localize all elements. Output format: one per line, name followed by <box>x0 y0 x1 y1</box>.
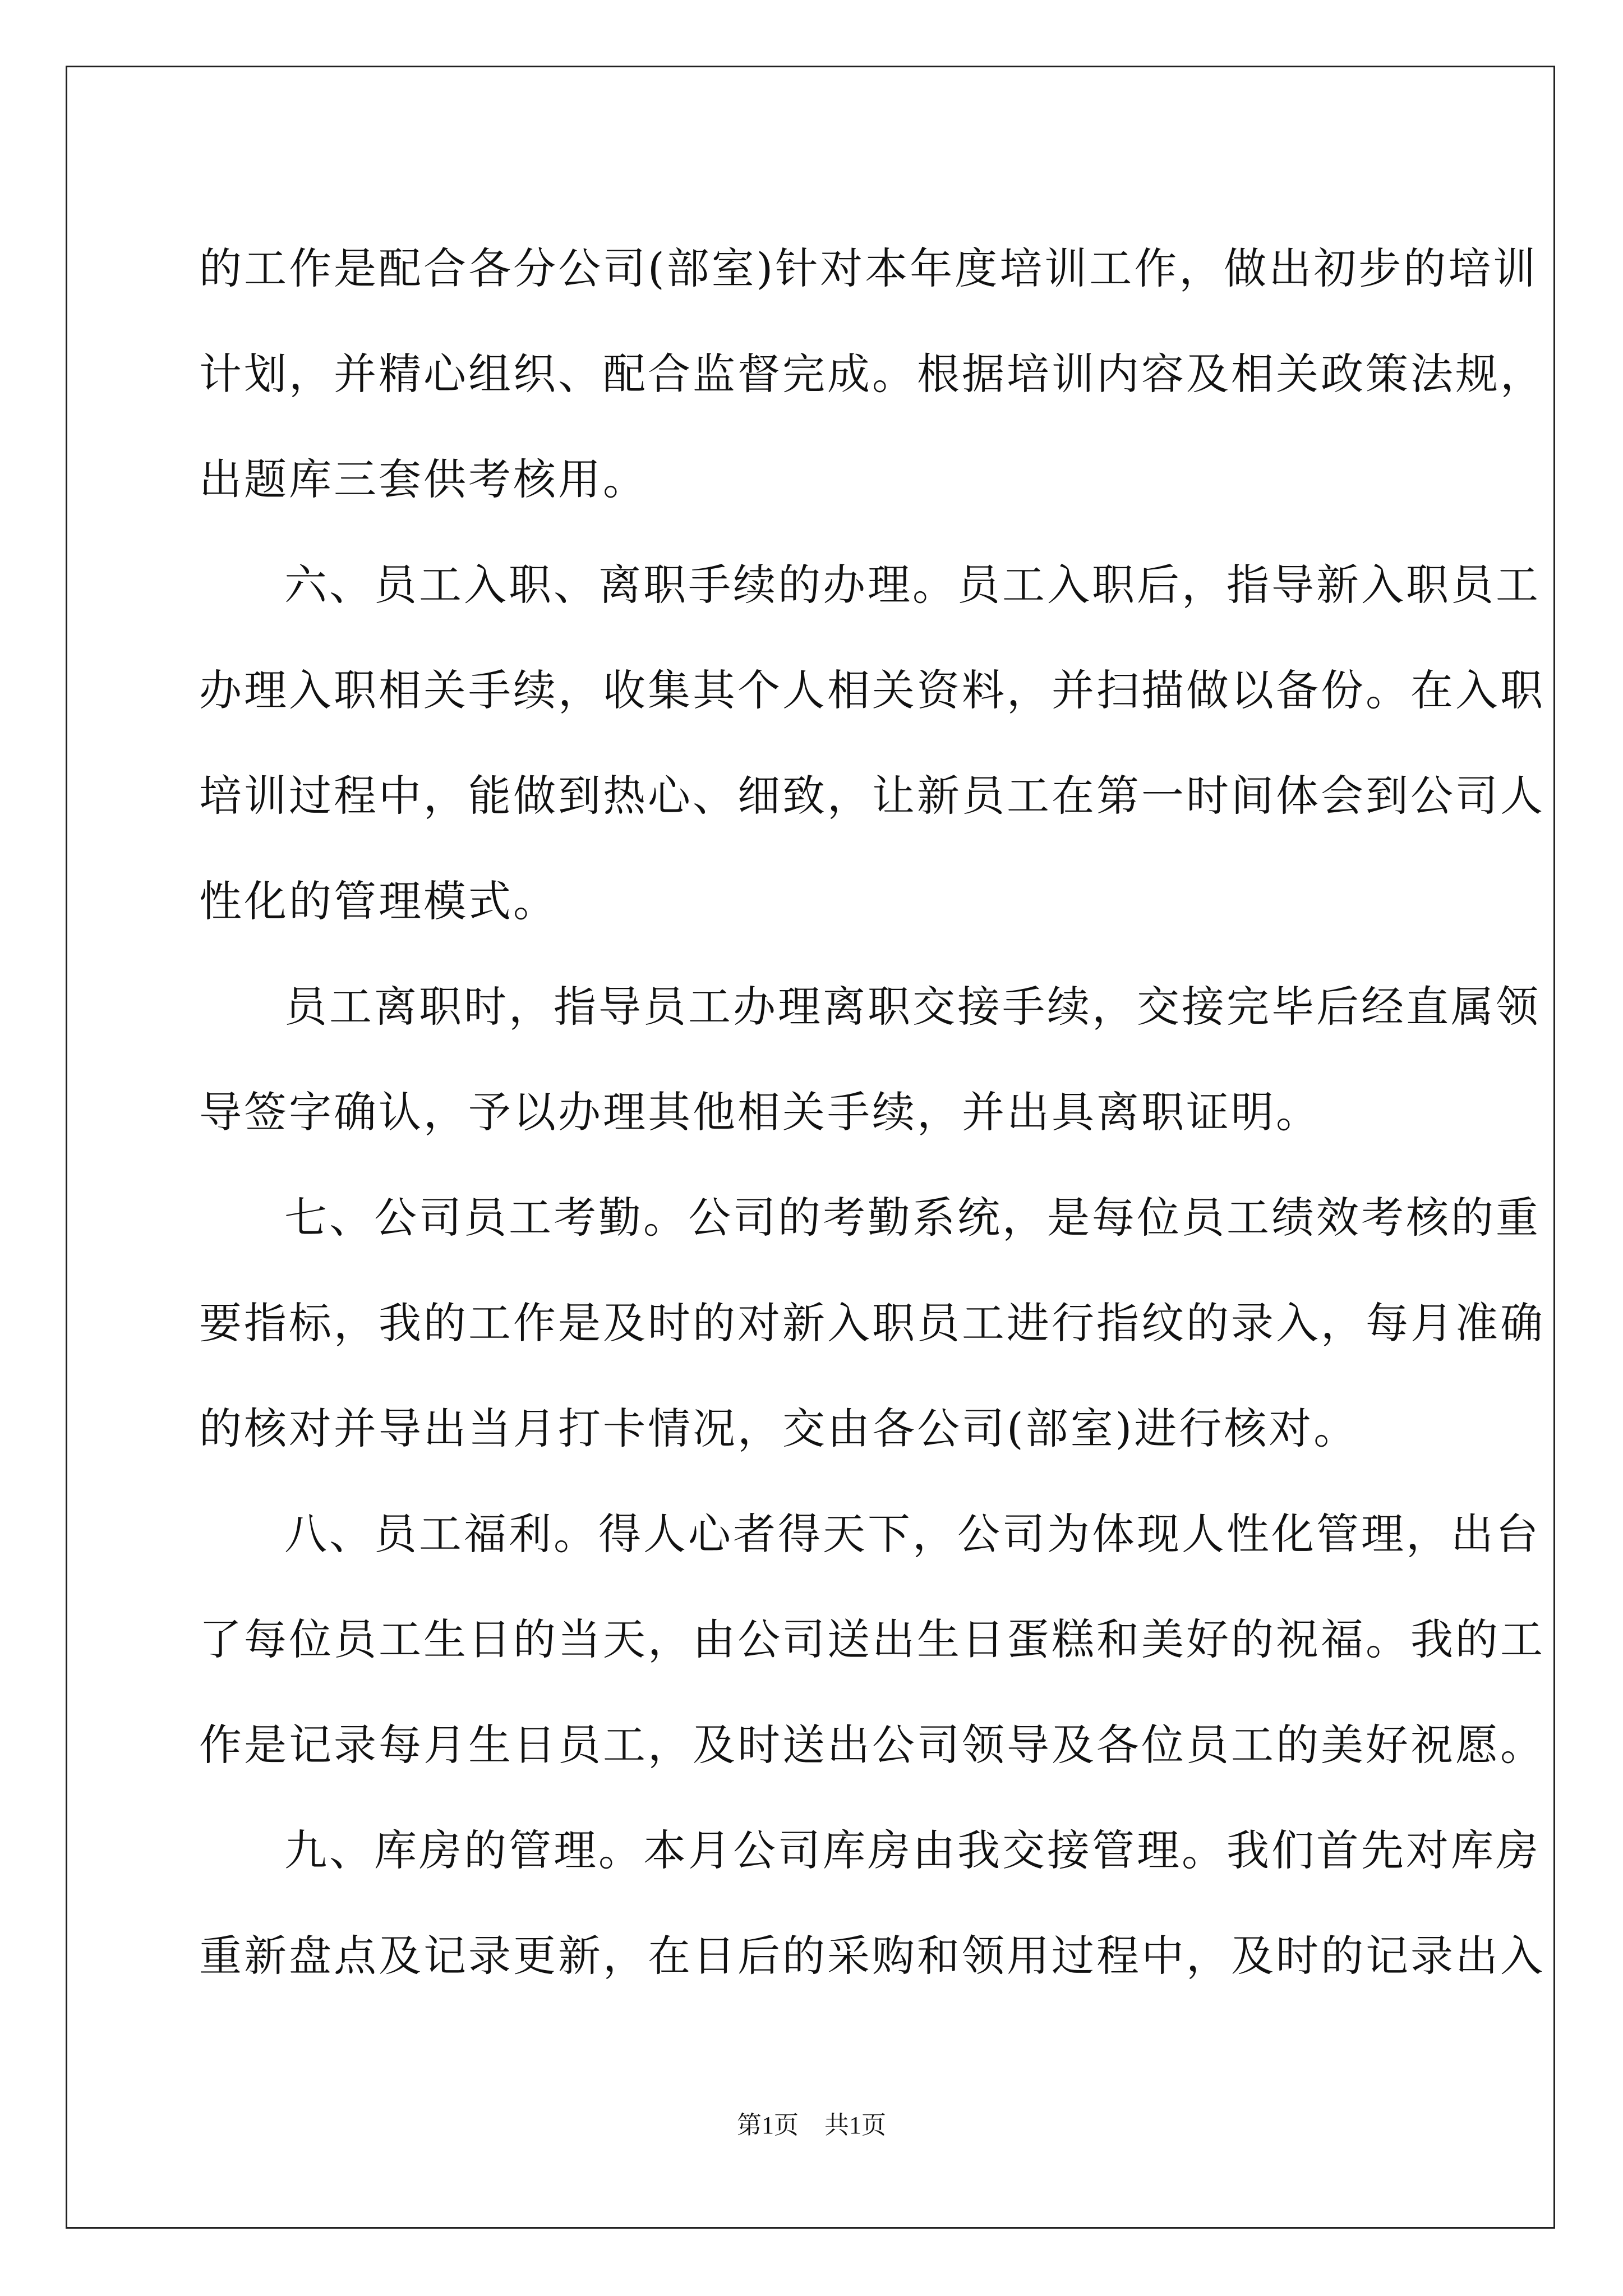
text-line: 导签字确认，予以办理其他相关手续，并出具离职证明。 <box>199 1087 1321 1137</box>
text-line: 办理入职相关手续，收集其个人相关资料，并扫描做以备份。在入职 <box>199 665 1545 715</box>
paragraph-start-line: 八、员工福利。得人心者得天下，公司为体现人性化管理，出台 <box>284 1509 1541 1559</box>
text-line: 了每位员工生日的当天，由公司送出生日蛋糕和美好的祝福。我的工 <box>199 1614 1545 1664</box>
text-line: 计划，并精心组织、配合监督完成。根据培训内容及相关政策法规， <box>199 349 1545 399</box>
paragraph-start-line: 员工离职时，指导员工办理离职交接手续，交接完毕后经直属领 <box>284 982 1541 1032</box>
text-line: 出题库三套供考核用。 <box>199 454 648 504</box>
page-footer <box>0 2105 1623 2141</box>
document-body <box>199 216 1545 2009</box>
text-line: 的核对并导出当月打卡情况，交由各公司(部室)进行核对。 <box>199 1404 1359 1453</box>
text-line: 性化的管理模式。 <box>199 876 558 926</box>
paragraph-start-line: 九、库房的管理。本月公司库房由我交接管理。我们首先对库房 <box>284 1825 1541 1875</box>
text-line: 作是记录每月生日员工，及时送出公司领导及各位员工的美好祝愿。 <box>199 1720 1545 1770</box>
page-total: 共1页 <box>824 2111 886 2139</box>
text-line: 培训过程中，能做到热心、细致，让新员工在第一时间体会到公司人 <box>199 771 1545 821</box>
text-line: 重新盘点及记录更新，在日后的采购和领用过程中，及时的记录出入 <box>199 1931 1545 1981</box>
paragraph-start-line: 六、员工入职、离职手续的办理。员工入职后，指导新入职员工 <box>284 560 1541 610</box>
text-line: 要指标，我的工作是及时的对新入职员工进行指纹的录入，每月准确 <box>199 1298 1545 1348</box>
page-number: 第1页 <box>737 2111 799 2139</box>
text-line: 的工作是配合各分公司(部室)针对本年度培训工作，做出初步的培训 <box>199 243 1538 293</box>
paragraph-start-line: 七、公司员工考勤。公司的考勤系统，是每位员工绩效考核的重 <box>284 1193 1541 1243</box>
